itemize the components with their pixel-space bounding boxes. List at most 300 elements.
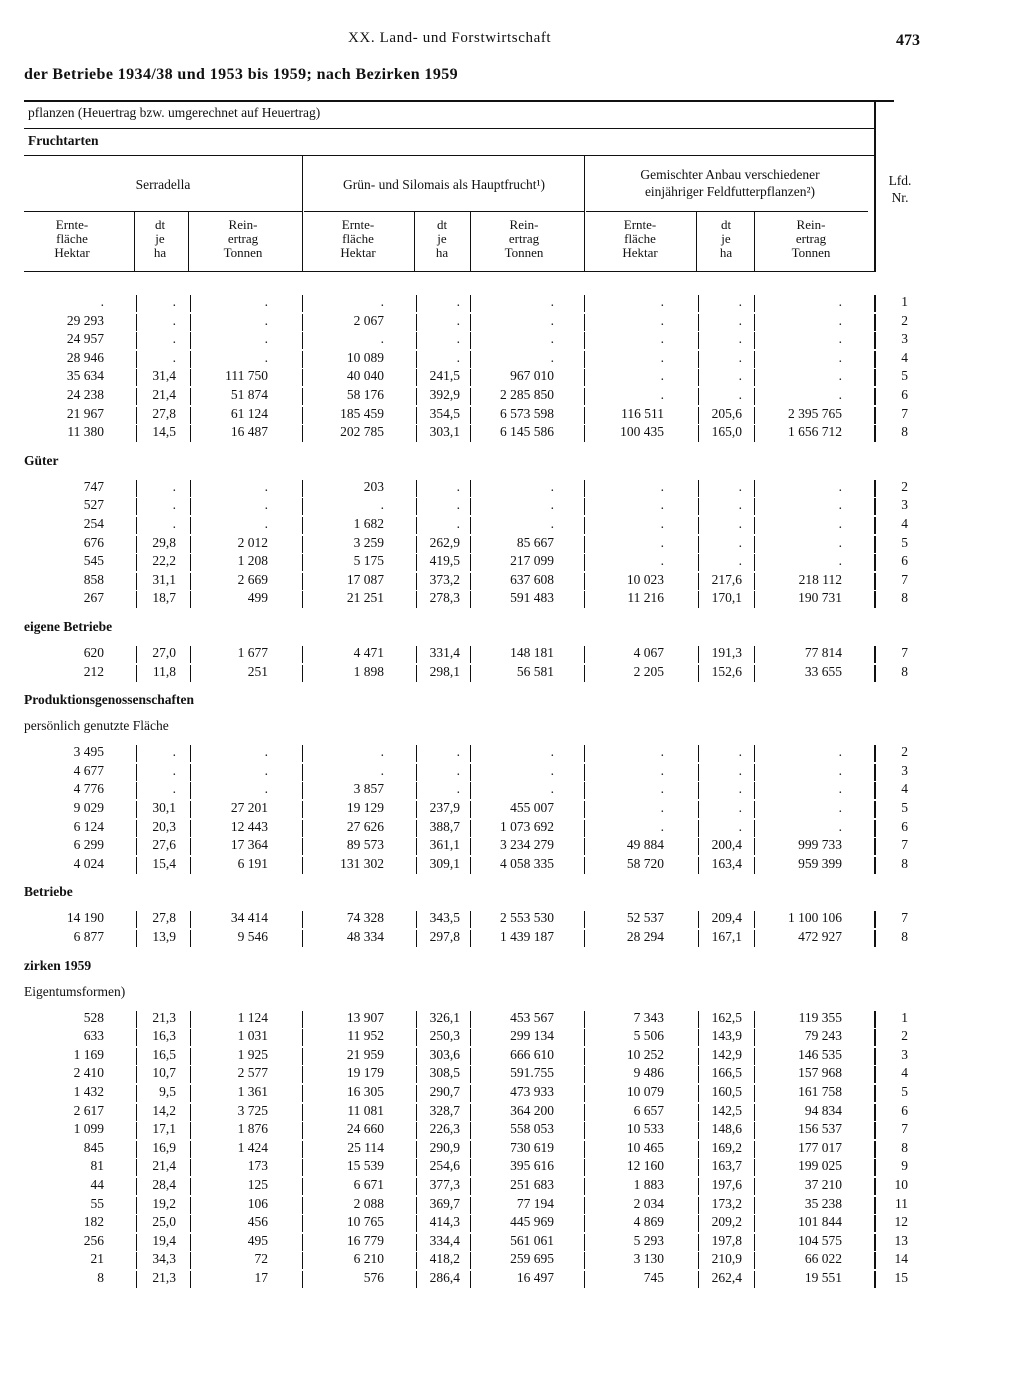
table-cell: 591 483	[510, 590, 554, 605]
column-bar	[698, 764, 699, 781]
column-bar	[136, 1029, 137, 1046]
table-cell: 1 898	[353, 664, 384, 679]
row-number: 7	[901, 1121, 908, 1136]
row-number: 6	[901, 387, 908, 402]
column-header-dt-1	[140, 218, 180, 260]
column-bar	[470, 911, 471, 928]
table-cell: .	[738, 479, 742, 494]
column-bar	[416, 480, 417, 497]
column-bar	[190, 1234, 191, 1251]
column-bar	[302, 1234, 303, 1251]
table-cell: .	[264, 479, 268, 494]
column-bar	[698, 332, 699, 349]
row-number: 8	[901, 664, 908, 679]
table-cell: 16,5	[152, 1047, 176, 1062]
column-bar	[754, 425, 755, 442]
column-bar	[874, 1066, 876, 1083]
column-bar	[584, 1271, 585, 1288]
table-cell: .	[660, 763, 664, 778]
column-bar	[302, 1048, 303, 1065]
column-bar	[416, 517, 417, 534]
table-cell: 28 294	[626, 929, 664, 944]
row-number: 15	[894, 1270, 908, 1285]
table-cell: 14,2	[152, 1103, 176, 1118]
column-header-line: Tonnen	[791, 245, 831, 260]
table-row	[0, 1010, 1024, 1029]
table-cell: .	[264, 350, 268, 365]
column-bar	[698, 1215, 699, 1232]
column-bar	[190, 930, 191, 947]
column-bar	[698, 665, 699, 682]
table-cell: 199 025	[798, 1158, 842, 1173]
table-cell: .	[660, 350, 664, 365]
table-cell: 146 535	[798, 1047, 842, 1062]
row-number: 5	[901, 535, 908, 550]
table-cell: 3 857	[353, 781, 384, 796]
table-cell: .	[172, 331, 176, 346]
table-cell: 633	[83, 1028, 104, 1043]
table-cell: 182	[83, 1214, 104, 1229]
column-bar	[470, 1085, 471, 1102]
column-bar	[302, 407, 303, 424]
column-bar	[302, 351, 303, 368]
section-label: Produktionsgenossenschaften	[24, 692, 195, 708]
column-bar	[754, 498, 755, 515]
table-cell: 81	[90, 1158, 104, 1173]
column-bar	[584, 665, 585, 682]
table-cell: 334,4	[429, 1233, 460, 1248]
table-cell: 161 758	[798, 1084, 842, 1099]
column-bar	[302, 820, 303, 837]
table-cell: 373,2	[429, 572, 460, 587]
column-bar	[754, 369, 755, 386]
column-bar	[302, 1085, 303, 1102]
table-cell: .	[838, 763, 842, 778]
table-cell: 44	[90, 1177, 104, 1192]
table-cell: 3 495	[73, 744, 104, 759]
column-bar	[190, 1122, 191, 1139]
table-cell: 256	[83, 1233, 104, 1248]
table-cell: .	[456, 313, 460, 328]
column-bar	[470, 407, 471, 424]
column-bar	[584, 1066, 585, 1083]
table-cell: 100 435	[620, 424, 664, 439]
row-number: 4	[901, 350, 908, 365]
table-cell: 2 410	[73, 1065, 104, 1080]
column-bar	[416, 1271, 417, 1288]
column-header-line: fläche	[56, 231, 88, 246]
table-cell: .	[660, 781, 664, 796]
table-cell: .	[838, 744, 842, 759]
table-cell: .	[550, 744, 554, 759]
header-bottom-rule	[24, 271, 874, 272]
column-bar	[190, 782, 191, 799]
table-cell: 218 112	[798, 572, 842, 587]
column-bar	[190, 764, 191, 781]
column-bar	[874, 554, 876, 571]
column-header-line: dt	[720, 217, 732, 232]
table-cell: 2 395 765	[788, 406, 842, 421]
table-cell: .	[738, 350, 742, 365]
table-cell: 35 238	[804, 1196, 842, 1211]
column-bar	[754, 801, 755, 818]
table-cell: .	[100, 294, 104, 309]
table-cell: 101 844	[798, 1214, 842, 1229]
table-cell: 620	[83, 645, 104, 660]
column-bar	[584, 517, 585, 534]
table-cell: 173,2	[711, 1196, 742, 1211]
column-bar	[470, 351, 471, 368]
table-cell: .	[264, 294, 268, 309]
table-cell: .	[456, 744, 460, 759]
subhdr-rule-3	[586, 211, 868, 212]
table-cell: .	[660, 535, 664, 550]
column-bar	[874, 407, 876, 424]
column-bar	[874, 1159, 876, 1176]
table-cell: 299 134	[510, 1028, 554, 1043]
column-bar	[136, 554, 137, 571]
table-cell: 999 733	[798, 837, 842, 852]
table-cell: 2 034	[633, 1196, 664, 1211]
row-number: 2	[901, 1028, 908, 1043]
column-bar	[584, 1197, 585, 1214]
table-cell: 19,4	[152, 1233, 176, 1248]
table-cell: .	[738, 819, 742, 834]
column-bar	[754, 1066, 755, 1083]
column-bar	[416, 1234, 417, 1251]
table-cell: .	[738, 800, 742, 815]
column-header-line: Ernte-	[623, 217, 657, 232]
column-bar	[754, 591, 755, 608]
table-cell: .	[550, 331, 554, 346]
column-bar	[136, 1178, 137, 1195]
column-bar	[136, 480, 137, 497]
column-bar	[302, 665, 303, 682]
table-cell: 170,1	[711, 590, 742, 605]
group-gemischt-line2: einjähriger Feldfutterpflanzen²)	[644, 184, 816, 199]
group-gemischt	[586, 166, 874, 200]
table-cell: 11 081	[347, 1103, 384, 1118]
column-bar	[190, 1141, 191, 1158]
column-bar	[416, 332, 417, 349]
table-cell: 419,5	[429, 553, 460, 568]
column-bar	[874, 573, 876, 590]
column-bar	[470, 1011, 471, 1028]
column-header-line: dt	[436, 217, 448, 232]
table-row	[0, 1028, 1024, 1047]
column-bar	[190, 480, 191, 497]
column-bar	[470, 1066, 471, 1083]
column-bar	[190, 536, 191, 553]
column-bar	[302, 295, 303, 312]
table-cell: 167,1	[711, 929, 742, 944]
table-cell: 15,4	[152, 856, 176, 871]
table-cell: 29,8	[152, 535, 176, 550]
column-bar	[190, 388, 191, 405]
table-cell: 191,3	[711, 645, 742, 660]
column-bar	[416, 407, 417, 424]
column-header-line: Tonnen	[504, 245, 544, 260]
table-cell: 4 776	[73, 781, 104, 796]
column-bar	[874, 388, 876, 405]
table-row	[0, 1270, 1024, 1289]
column-bar	[698, 425, 699, 442]
table-cell: .	[738, 553, 742, 568]
table-cell: 16 779	[346, 1233, 384, 1248]
column-bar	[190, 745, 191, 762]
column-bar	[136, 1197, 137, 1214]
column-header-line: je	[721, 231, 731, 246]
column-bar	[190, 295, 191, 312]
table-cell: 6 877	[73, 929, 104, 944]
table-row	[0, 294, 1024, 313]
table-cell: 11 380	[67, 424, 104, 439]
column-bar	[136, 1104, 137, 1121]
column-bar	[302, 554, 303, 571]
column-bar	[136, 517, 137, 534]
row-number: 4	[901, 516, 908, 531]
column-header-line: Ernte-	[55, 217, 89, 232]
column-bar	[874, 480, 876, 497]
table-cell: 2 205	[633, 664, 664, 679]
table-cell: .	[456, 781, 460, 796]
row-number: 10	[894, 1177, 908, 1192]
column-bar	[190, 517, 191, 534]
column-bar	[302, 573, 303, 590]
column-bar	[136, 1215, 137, 1232]
table-row	[0, 645, 1024, 664]
column-bar	[584, 1252, 585, 1269]
table-row	[0, 929, 1024, 948]
column-bar	[302, 764, 303, 781]
table-row	[0, 535, 1024, 554]
row-number: 7	[901, 572, 908, 587]
table-cell: 326,1	[429, 1010, 460, 1025]
row-number: 8	[901, 424, 908, 439]
table-cell: 166,5	[711, 1065, 742, 1080]
column-bar	[584, 498, 585, 515]
table-cell: 445 969	[510, 1214, 554, 1229]
table-cell: 35 634	[66, 368, 104, 383]
column-bar	[190, 1085, 191, 1102]
column-bar	[470, 573, 471, 590]
table-cell: 2 669	[237, 572, 268, 587]
column-bar	[874, 665, 876, 682]
table-cell: 967 010	[510, 368, 554, 383]
column-bar	[136, 1085, 137, 1102]
table-row	[0, 479, 1024, 498]
table-cell: 6 145 586	[500, 424, 554, 439]
table-cell: 2 067	[353, 313, 384, 328]
column-bar	[190, 857, 191, 874]
table-cell: 377,3	[429, 1177, 460, 1192]
table-cell: 545	[83, 553, 104, 568]
column-header-line: Hektar	[54, 245, 90, 260]
table-cell: .	[380, 331, 384, 346]
column-header-rein-2	[474, 218, 574, 260]
column-header-divider	[754, 212, 755, 272]
table-cell: 278,3	[429, 590, 460, 605]
table-cell: 369,7	[429, 1196, 460, 1211]
table-cell: .	[660, 479, 664, 494]
table-row	[0, 664, 1024, 683]
table-row	[0, 744, 1024, 763]
column-bar	[136, 591, 137, 608]
column-bar	[470, 1141, 471, 1158]
column-bar	[190, 801, 191, 818]
table-cell: 28,4	[152, 1177, 176, 1192]
column-bar	[584, 646, 585, 663]
column-bar	[416, 1104, 417, 1121]
row-number: 2	[901, 479, 908, 494]
column-bar	[470, 1178, 471, 1195]
column-bar	[470, 332, 471, 349]
row-number: 12	[894, 1214, 908, 1229]
table-cell: .	[660, 294, 664, 309]
column-bar	[584, 1011, 585, 1028]
column-header-divider	[470, 212, 471, 272]
table-cell: .	[838, 387, 842, 402]
table-cell: 209,2	[711, 1214, 742, 1229]
table-cell: 4 067	[633, 645, 664, 660]
table-cell: 254,6	[429, 1158, 460, 1173]
table-cell: .	[172, 744, 176, 759]
table-cell: 4 024	[73, 856, 104, 871]
table-row	[0, 819, 1024, 838]
table-row	[0, 1214, 1024, 1233]
column-bar	[470, 857, 471, 874]
table-cell: 58 176	[346, 387, 384, 402]
column-bar	[136, 407, 137, 424]
column-header-ernte-2	[312, 218, 404, 260]
table-cell: 6 210	[353, 1251, 384, 1266]
column-bar	[754, 407, 755, 424]
column-header-line: ertrag	[795, 231, 827, 246]
table-cell: 1 424	[237, 1140, 268, 1155]
table-cell: 666 610	[510, 1047, 554, 1062]
table-cell: 845	[83, 1140, 104, 1155]
column-bar	[874, 536, 876, 553]
table-row	[0, 781, 1024, 800]
column-bar	[416, 1197, 417, 1214]
column-bar	[698, 857, 699, 874]
column-bar	[698, 295, 699, 312]
group-serradella: Serradella	[135, 177, 191, 192]
row-number: 7	[901, 645, 908, 660]
table-cell: 5 506	[633, 1028, 664, 1043]
section-label: persönlich genutzte Fläche	[24, 718, 169, 734]
column-bar	[698, 820, 699, 837]
column-bar	[190, 911, 191, 928]
table-cell: .	[172, 497, 176, 512]
table-cell: 9,5	[159, 1084, 176, 1099]
table-cell: 163,7	[711, 1158, 742, 1173]
table-cell: 747	[83, 479, 104, 494]
table-cell: .	[738, 744, 742, 759]
table-cell: 6 573 598	[500, 406, 554, 421]
table-cell: 177 017	[798, 1140, 842, 1155]
table-cell: .	[380, 744, 384, 759]
column-bar	[698, 1048, 699, 1065]
column-bar	[416, 1029, 417, 1046]
table-caption: pflanzen (Heuertrag bzw. umgerechnet auf Heuertrag)	[28, 105, 321, 120]
column-bar	[584, 388, 585, 405]
row-number: 8	[901, 929, 908, 944]
column-bar	[302, 498, 303, 515]
column-bar	[584, 782, 585, 799]
fruchtarten-rule	[24, 155, 874, 156]
table-cell: 13,9	[152, 929, 176, 944]
column-bar	[584, 857, 585, 874]
column-bar	[754, 646, 755, 663]
column-bar	[874, 1252, 876, 1269]
table-cell: .	[660, 819, 664, 834]
column-bar	[470, 1159, 471, 1176]
column-bar	[698, 838, 699, 855]
column-bar	[136, 1066, 137, 1083]
table-cell: .	[660, 516, 664, 531]
table-cell: 2 012	[237, 535, 268, 550]
table-row	[0, 1177, 1024, 1196]
column-bar	[874, 930, 876, 947]
column-bar	[874, 498, 876, 515]
column-bar	[470, 1029, 471, 1046]
lfd-nr-header	[876, 172, 924, 206]
table-cell: 303,6	[429, 1047, 460, 1062]
column-bar	[416, 388, 417, 405]
column-bar	[416, 646, 417, 663]
column-bar	[698, 1011, 699, 1028]
row-number: 4	[901, 1065, 908, 1080]
column-header-rein-1	[196, 218, 290, 260]
table-row	[0, 1065, 1024, 1084]
table-cell: 473 933	[510, 1084, 554, 1099]
column-bar	[754, 838, 755, 855]
column-bar	[302, 1159, 303, 1176]
column-bar	[416, 1141, 417, 1158]
table-cell: 2 553 530	[500, 910, 554, 925]
table-cell: 165,0	[711, 424, 742, 439]
table-cell: 49 884	[626, 837, 664, 852]
column-header-line: Hektar	[622, 245, 658, 260]
column-header-line: dt	[154, 217, 166, 232]
table-cell: 290,7	[429, 1084, 460, 1099]
column-bar	[584, 314, 585, 331]
table-cell: 730 619	[510, 1140, 554, 1155]
table-row	[0, 910, 1024, 929]
column-bar	[416, 1085, 417, 1102]
table-cell: 19 551	[804, 1270, 842, 1285]
table-cell: .	[264, 497, 268, 512]
column-bar	[874, 857, 876, 874]
column-bar	[416, 911, 417, 928]
table-cell: .	[838, 368, 842, 383]
table-cell: 21,3	[152, 1270, 176, 1285]
table-cell: 1 169	[73, 1047, 104, 1062]
table-cell: 8	[97, 1270, 104, 1285]
column-bar	[190, 1271, 191, 1288]
column-bar	[698, 1029, 699, 1046]
column-bar	[584, 1048, 585, 1065]
table-cell: 203	[363, 479, 384, 494]
column-bar	[754, 480, 755, 497]
column-bar	[302, 1122, 303, 1139]
table-cell: 185 459	[340, 406, 384, 421]
table-cell: .	[172, 516, 176, 531]
column-bar	[136, 930, 137, 947]
table-cell: 51 874	[230, 387, 268, 402]
table-cell: 85 667	[516, 535, 554, 550]
